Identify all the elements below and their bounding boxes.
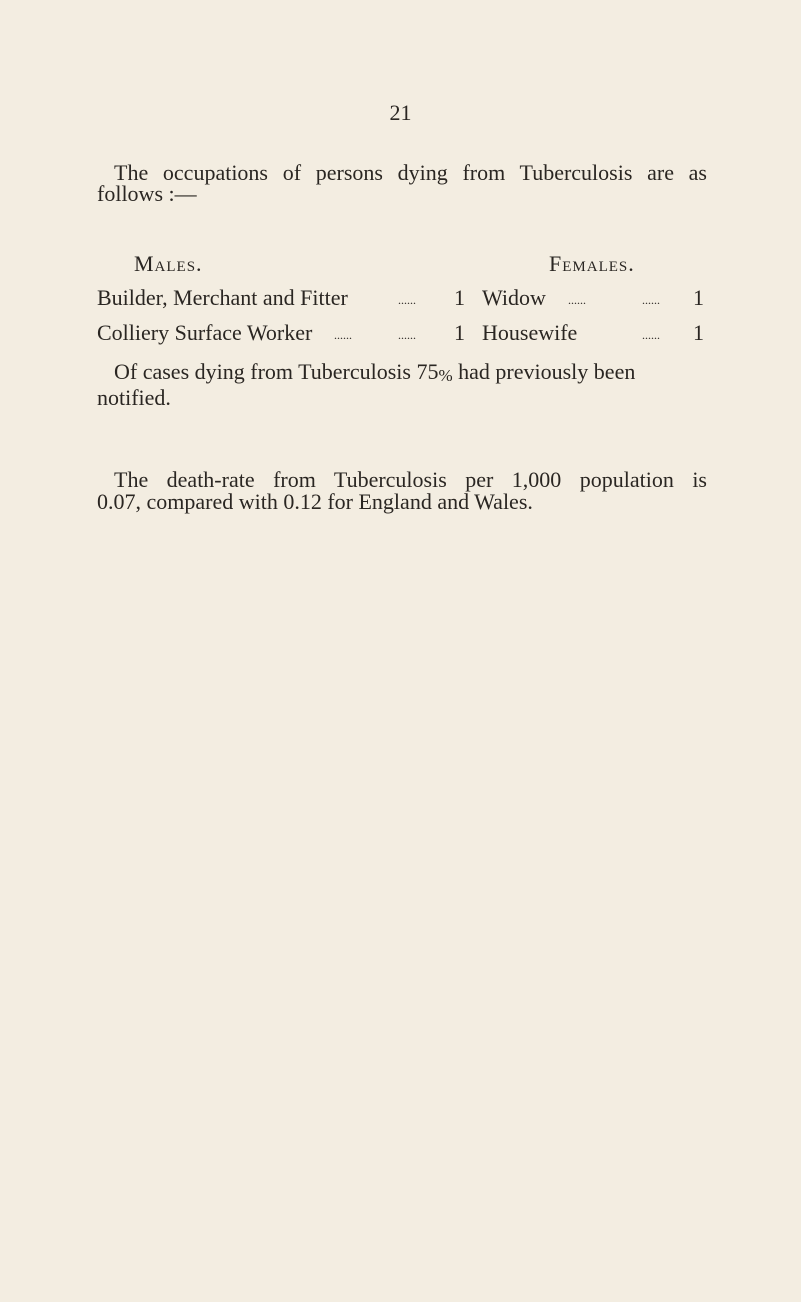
intro-paragraph xyxy=(97,162,707,205)
leader-dots: ...... xyxy=(642,293,660,307)
deathrate-paragraph xyxy=(97,469,707,513)
page-number: 21 xyxy=(389,100,412,125)
intro-line-1: The occupations of persons dying from Tuberculosis are as xyxy=(114,160,707,185)
males-row-occupation: Builder, Merchant and Fitter xyxy=(97,285,348,310)
notified-line-1 xyxy=(97,361,707,387)
notified-line-2: notified. xyxy=(97,385,171,410)
males-row-count: 1 xyxy=(454,285,465,310)
males-row-count: 1 xyxy=(454,320,465,345)
deathrate-line-2: 0.07, compared with 0.12 for England and Wales. xyxy=(97,489,533,514)
notified-line-1-text xyxy=(114,361,635,387)
leader-dots: ...... xyxy=(398,293,416,307)
percent-sign: % xyxy=(438,366,453,385)
females-row-count: 1 xyxy=(693,320,704,345)
males-row-occupation: Colliery Surface Worker xyxy=(97,320,313,345)
deathrate-line-1: The death-rate from Tuberculosis per 1,000 population is xyxy=(114,467,707,492)
females-row-occupation: Housewife xyxy=(482,320,578,345)
intro-line-2: follows :— xyxy=(97,181,197,206)
notified-text-a: Of cases dying from Tuberculosis 75 xyxy=(114,359,439,384)
leader-dots: ...... xyxy=(334,328,352,342)
females-heading: Females. xyxy=(549,251,635,276)
females-row-count: 1 xyxy=(693,285,704,310)
males-heading: Males. xyxy=(134,251,203,276)
leader-dots: ...... xyxy=(642,328,660,342)
notified-text-b: had previously been xyxy=(452,359,636,384)
leader-dots: ...... xyxy=(568,293,586,307)
notified-paragraph xyxy=(97,361,707,409)
leader-dots: ...... xyxy=(398,328,416,342)
females-row-occupation: Widow xyxy=(482,285,546,310)
